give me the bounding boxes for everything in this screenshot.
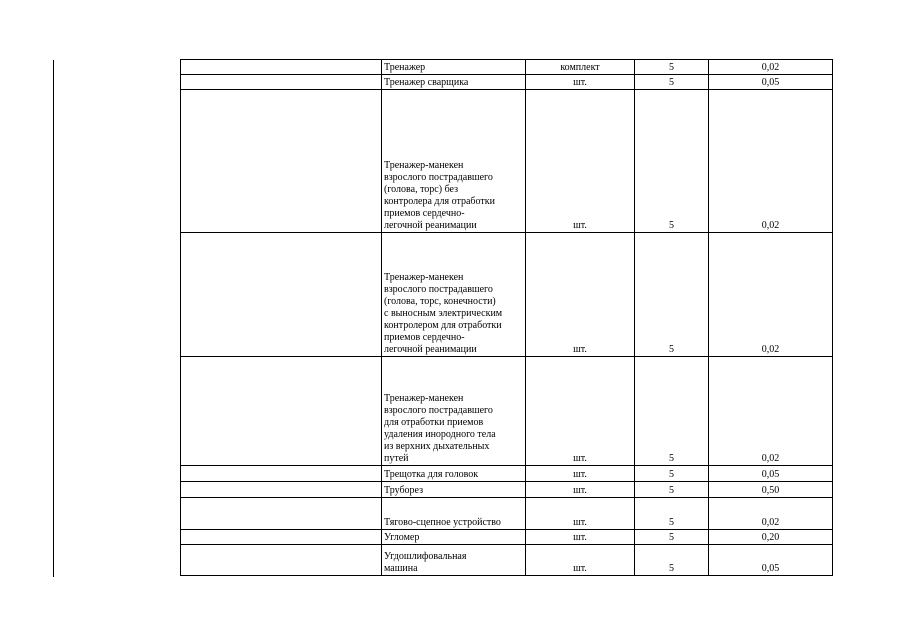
quantity-cell: 5 [635, 466, 709, 482]
item-name-cell: Угломер [382, 530, 526, 545]
unit-cell: шт. [526, 498, 635, 530]
item-name-cell: Тягово-сцепное устройство [382, 498, 526, 530]
table-row [181, 90, 833, 233]
empty-cell [181, 466, 382, 482]
unit-cell: комплект [526, 60, 635, 75]
unit-cell: шт. [526, 482, 635, 498]
coefficient-cell: 0,02 [709, 357, 833, 466]
item-name-cell: Тренажер-манекен взрослого пострадавшего (голова, торс, конечности) с выносным электрическим контролером для отработки приемов сердечно- легочной реанимации [382, 233, 526, 357]
equipment-table [180, 59, 833, 576]
item-name-cell: Тренажер-манекен взрослого пострадавшего (голова, торс) без контролера для отработки приемов сердечно- легочной реанимации [382, 90, 526, 233]
table-row [181, 498, 833, 530]
table-row [181, 530, 833, 545]
item-name-cell: Труборез [382, 482, 526, 498]
unit-cell: шт. [526, 90, 635, 233]
quantity-cell: 5 [635, 545, 709, 576]
empty-cell [181, 60, 382, 75]
empty-cell [181, 90, 382, 233]
unit-cell: шт. [526, 466, 635, 482]
table-row [181, 60, 833, 75]
item-name-cell: Тренажер [382, 60, 526, 75]
coefficient-cell: 0,20 [709, 530, 833, 545]
item-name-cell: Угдошлифовальная машина [382, 545, 526, 576]
coefficient-cell: 0,02 [709, 498, 833, 530]
empty-cell [181, 498, 382, 530]
table-row [181, 545, 833, 576]
coefficient-cell: 0,05 [709, 466, 833, 482]
unit-cell: шт. [526, 357, 635, 466]
table-row [181, 466, 833, 482]
unit-cell: шт. [526, 75, 635, 90]
empty-cell [181, 545, 382, 576]
quantity-cell: 5 [635, 482, 709, 498]
coefficient-cell: 0,02 [709, 233, 833, 357]
margin-line [53, 60, 54, 577]
item-name-cell: Трещотка для головок [382, 466, 526, 482]
quantity-cell: 5 [635, 90, 709, 233]
quantity-cell: 5 [635, 530, 709, 545]
coefficient-cell: 0,02 [709, 60, 833, 75]
empty-cell [181, 482, 382, 498]
table-row [181, 75, 833, 90]
table-row [181, 482, 833, 498]
unit-cell: шт. [526, 233, 635, 357]
coefficient-cell: 0,05 [709, 545, 833, 576]
empty-cell [181, 530, 382, 545]
coefficient-cell: 0,02 [709, 90, 833, 233]
item-name-cell: Тренажер-манекен взрослого пострадавшего для отработки приемов удаления инородного тела из верхних дыхательных путей [382, 357, 526, 466]
coefficient-cell: 0,05 [709, 75, 833, 90]
empty-cell [181, 75, 382, 90]
coefficient-cell: 0,50 [709, 482, 833, 498]
quantity-cell: 5 [635, 75, 709, 90]
quantity-cell: 5 [635, 498, 709, 530]
table-row [181, 233, 833, 357]
quantity-cell: 5 [635, 60, 709, 75]
empty-cell [181, 357, 382, 466]
unit-cell: шт. [526, 530, 635, 545]
quantity-cell: 5 [635, 357, 709, 466]
table-row [181, 357, 833, 466]
empty-cell [181, 233, 382, 357]
item-name-cell: Тренажер сварщика [382, 75, 526, 90]
quantity-cell: 5 [635, 233, 709, 357]
unit-cell: шт. [526, 545, 635, 576]
